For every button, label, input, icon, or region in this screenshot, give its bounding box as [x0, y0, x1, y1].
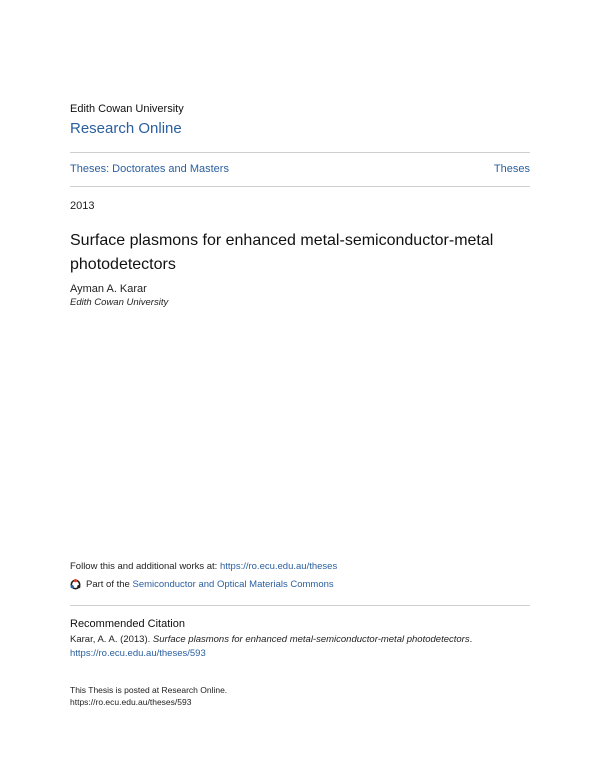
commons-network-icon [70, 579, 81, 590]
part-of-line [70, 579, 334, 590]
citation-url-link[interactable]: https://ro.ecu.edu.au/theses/593 [70, 648, 206, 659]
posted-notice [70, 684, 227, 708]
author-affiliation: Edith Cowan University [70, 297, 169, 308]
recommended-citation-heading: Recommended Citation [70, 618, 185, 630]
top-divider [70, 152, 530, 153]
citation-authors: Karar, A. A. (2013). [70, 634, 153, 645]
nav-divider [70, 186, 530, 187]
collection-link[interactable]: Theses: Doctorates and Masters [70, 163, 229, 175]
citation-end: . [469, 634, 473, 645]
citation-divider [70, 605, 530, 606]
follow-link[interactable]: https://ro.ecu.edu.au/theses [219, 561, 338, 572]
author-name: Ayman A. Karar [70, 283, 147, 295]
publication-year: 2013 [70, 200, 95, 212]
thesis-title: Surface plasmons for enhanced metal-semiconductor-metal photodetectors [70, 232, 494, 273]
repository-link[interactable]: Research Online [70, 120, 182, 137]
posted-line-1: This Thesis is posted at Research Online. [70, 685, 228, 695]
follow-prefix: Follow this and additional works at: [70, 561, 220, 572]
follow-line [70, 561, 337, 572]
posted-line-2: https://ro.ecu.edu.au/theses/593 [70, 697, 192, 707]
part-of-prefix: Part of the [86, 579, 130, 590]
commons-link[interactable]: Semiconductor and Optical Materials Commons [132, 579, 334, 590]
institution-name: Edith Cowan University [70, 103, 184, 115]
type-link[interactable]: Theses [493, 163, 530, 175]
citation-title: Surface plasmons for enhanced metal-semiconductor-metal photodetectors [152, 634, 470, 645]
citation-text [70, 633, 530, 661]
